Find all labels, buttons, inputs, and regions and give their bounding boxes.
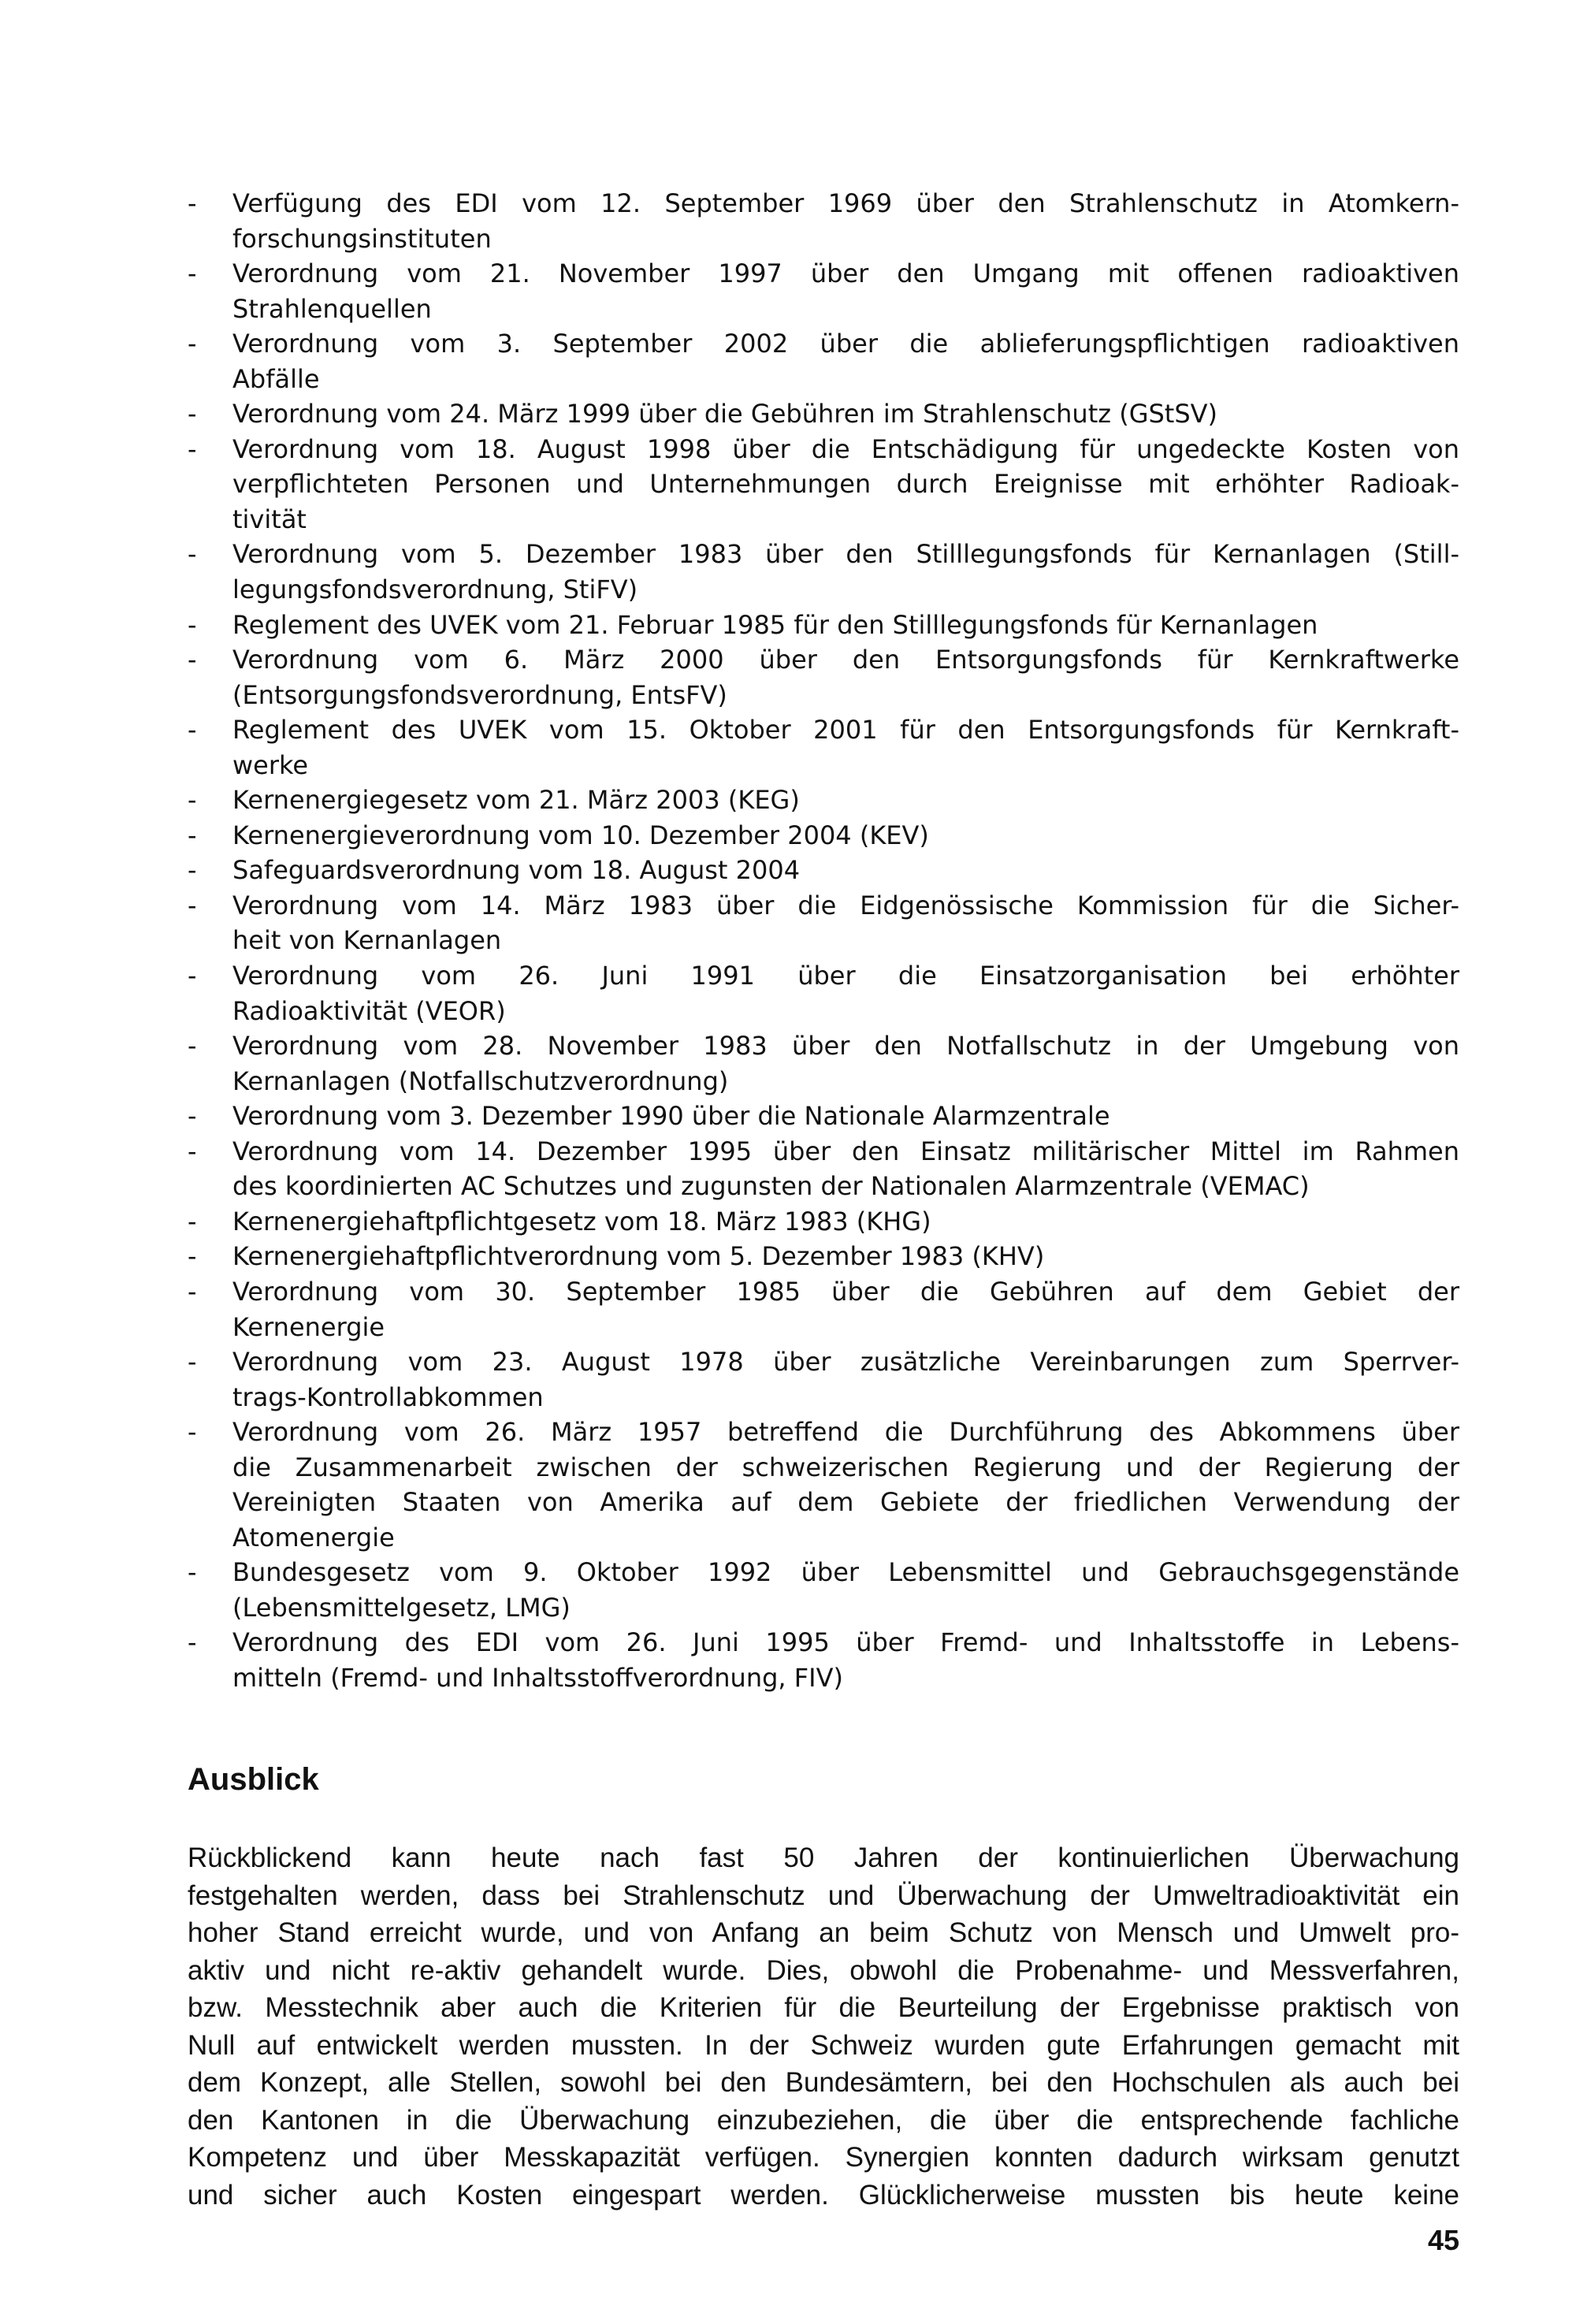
list-item-line: Bundesgesetz vom 9. Oktober 1992 über Lebensmittel und Gebrauchsgegenstände: [232, 1557, 1459, 1588]
bullet-dash: -: [188, 1417, 197, 1448]
list-item-line: Verfügung des EDI vom 12. September 1969 über den Strahlenschutz in Atomkern-: [232, 188, 1459, 218]
bullet-dash: -: [188, 258, 197, 289]
list-item-line: Verordnung vom 21. November 1997 über den Umgang mit offenen radioaktiven: [232, 258, 1459, 289]
list-item-line: Verordnung des EDI vom 26. Juni 1995 über Fremd- und Inhaltsstoffe in Lebens-: [232, 1627, 1459, 1658]
list-item-line: Verordnung vom 24. März 1999 über die Gebühren im Strahlenschutz (GStSV): [232, 399, 1218, 429]
list-item-line: Verordnung vom 3. Dezember 1990 über die Nationale Alarmzentrale: [232, 1101, 1110, 1132]
list-item: [188, 1028, 1459, 1099]
list-item-line: mitteln (Fremd- und Inhaltsstoffverordnung, FIV): [232, 1662, 843, 1693]
list-item-line: Verordnung vom 28. November 1983 über den Notfallschutz in der Umgebung von: [232, 1031, 1459, 1062]
list-item: [188, 396, 1459, 432]
list-item-line: Verordnung vom 3. September 2002 über die ablieferungspflichtigen radioaktiven: [232, 329, 1459, 359]
list-item-line: Kernenergiegesetz vom 21. März 2003 (KEG): [232, 785, 800, 816]
list-item-line: legungsfondsverordnung, StiFV): [232, 574, 638, 605]
list-item-line: Radioaktivität (VEOR): [232, 995, 506, 1026]
list-item-line: Verordnung vom 18. August 1998 über die Entschädigung für ungedeckte Kosten von: [232, 433, 1459, 464]
bullet-dash: -: [188, 820, 197, 850]
list-item: [188, 1274, 1459, 1344]
list-item: [188, 186, 1459, 256]
list-item-line: Abfälle: [232, 363, 320, 394]
bullet-dash: -: [188, 715, 197, 746]
paragraph-line: aktiv und nicht re-aktiv gehandelt wurde. Dies, obwohl die Probenahme- und Messverfahren,: [188, 1954, 1459, 1986]
paragraph-line: den Kantonen in die Überwachung einzubeziehen, die über die entsprechende fachliche: [188, 2104, 1459, 2136]
paragraph-line: und sicher auch Kosten eingespart werden. Glücklicherweise mussten bis heute keine: [188, 2179, 1459, 2211]
list-item: [188, 1239, 1459, 1274]
list-item: [188, 888, 1459, 958]
paragraph-line: bzw. Messtechnik aber auch die Kriterien für die Beurteilung der Ergebnisse praktisch von: [188, 1992, 1459, 2023]
list-item: [188, 1204, 1459, 1240]
page-number: 45: [1428, 2224, 1460, 2256]
bullet-dash: -: [188, 961, 197, 991]
bullet-dash: -: [188, 1557, 197, 1588]
list-item: [188, 256, 1459, 326]
list-item: [188, 783, 1459, 818]
list-item-line: die Zusammenarbeit zwischen der schweizerischen Regierung und der Regierung der: [232, 1452, 1459, 1482]
bullet-dash: -: [188, 433, 197, 464]
list-item-line: Verordnung vom 5. Dezember 1983 über den Stilllegungsfonds für Kernanlagen (Still-: [232, 539, 1459, 570]
list-item-line: Vereinigten Staaten von Amerika auf dem Gebiete der friedlichen Verwendung der: [232, 1487, 1459, 1518]
list-item: [188, 537, 1459, 607]
bullet-dash: -: [188, 1241, 197, 1272]
list-item-line: Kernenergiehaftpflichtgesetz vom 18. März 1983 (KHG): [232, 1206, 931, 1236]
bullet-dash: -: [188, 1101, 197, 1132]
list-item: [188, 712, 1459, 783]
list-item-line: verpflichteten Personen und Unternehmungen durch Ereignisse mit erhöhter Radioak-: [232, 469, 1459, 500]
list-item-line: Verordnung vom 26. Juni 1991 über die Einsatzorganisation bei erhöhter: [232, 961, 1459, 991]
paragraph-line: Rückblickend kann heute nach fast 50 Jahren der kontinuierlichen Überwachung: [188, 1842, 1459, 1873]
outlook-paragraph: [188, 1839, 1459, 2214]
paragraph-line: hoher Stand erreicht wurde, und von Anfang an beim Schutz von Mensch und Umwelt pro-: [188, 1917, 1459, 1948]
bullet-dash: -: [188, 785, 197, 816]
list-item-line: Kernenergiehaftpflichtverordnung vom 5. Dezember 1983 (KHV): [232, 1241, 1045, 1272]
list-item: [188, 642, 1459, 712]
bullet-dash: -: [188, 1627, 197, 1658]
list-item: [188, 432, 1459, 537]
bullet-dash: -: [188, 1347, 197, 1378]
bullet-dash: -: [188, 1031, 197, 1062]
legislation-list: [188, 186, 1459, 1696]
list-item-line: Verordnung vom 26. März 1957 betreffend die Durchführung des Abkommens über: [232, 1417, 1459, 1448]
list-item-line: Verordnung vom 14. Dezember 1995 über den Einsatz militärischer Mittel im Rahmen: [232, 1136, 1459, 1166]
paragraph-line: Kompetenz und über Messkapazität verfügen. Synergien konnten dadurch wirksam genutzt: [188, 2142, 1459, 2173]
list-item: [188, 1344, 1459, 1415]
bullet-dash: -: [188, 399, 197, 429]
list-item: [188, 1415, 1459, 1555]
list-item: [188, 818, 1459, 853]
list-item-line: Verordnung vom 23. August 1978 über zusätzliche Vereinbarungen zum Sperrver-: [232, 1347, 1459, 1378]
list-item-line: Reglement des UVEK vom 15. Oktober 2001 für den Entsorgungsfonds für Kernkraft-: [232, 715, 1459, 746]
list-item: [188, 1099, 1459, 1134]
bullet-dash: -: [188, 1136, 197, 1166]
list-item-line: (Lebensmittelgesetz, LMG): [232, 1592, 571, 1623]
bullet-dash: -: [188, 855, 197, 886]
list-item-line: Safeguardsverordnung vom 18. August 2004: [232, 855, 801, 886]
list-item: [188, 326, 1459, 396]
bullet-dash: -: [188, 329, 197, 359]
bullet-dash: -: [188, 1276, 197, 1307]
paragraph-line: dem Konzept, alle Stellen, sowohl bei den Bundesämtern, bei den Hochschulen als auch bei: [188, 2067, 1459, 2098]
list-item-line: trags-Kontrollabkommen: [232, 1381, 544, 1412]
bullet-dash: -: [188, 609, 197, 640]
list-item-line: Atomenergie: [232, 1522, 395, 1552]
list-item-line: Strahlenquellen: [232, 293, 432, 324]
list-item: [188, 958, 1459, 1028]
list-item-line: tivität: [232, 504, 307, 534]
bullet-dash: -: [188, 539, 197, 570]
bullet-dash: -: [188, 188, 197, 218]
list-item-line: heit von Kernanlagen: [232, 925, 502, 956]
paragraph-line: festgehalten werden, dass bei Strahlenschutz und Überwachung der Umweltradioaktivität ein: [188, 1880, 1459, 1911]
list-item: [188, 1625, 1459, 1695]
list-item: [188, 608, 1459, 643]
list-item-line: (Entsorgungsfondsverordnung, EntsFV): [232, 679, 727, 710]
list-item-line: Kernenergie: [232, 1311, 385, 1342]
list-item: [188, 1555, 1459, 1625]
bullet-dash: -: [188, 645, 197, 675]
list-item: [188, 853, 1459, 888]
list-item: [188, 1134, 1459, 1204]
list-item-line: forschungsinstituten: [232, 223, 492, 254]
list-item-line: Verordnung vom 30. September 1985 über die Gebühren auf dem Gebiet der: [232, 1276, 1459, 1307]
list-item-line: Kernanlagen (Notfallschutzverordnung): [232, 1065, 729, 1096]
list-item-line: Reglement des UVEK vom 21. Februar 1985 für den Stilllegungsfonds für Kernanlagen: [232, 609, 1318, 640]
list-item-line: werke: [232, 749, 309, 780]
bullet-dash: -: [188, 890, 197, 920]
bullet-dash: -: [188, 1206, 197, 1236]
list-item-line: Kernenergieverordnung vom 10. Dezember 2004 (KEV): [232, 820, 929, 850]
list-item-line: Verordnung vom 14. März 1983 über die Eidgenössische Kommission für die Sicher-: [232, 890, 1459, 920]
paragraph-line: Null auf entwickelt werden mussten. In der Schweiz wurden gute Erfahrungen gemacht mit: [188, 2029, 1459, 2061]
list-item-line: des koordinierten AC Schutzes und zugunsten der Nationalen Alarmzentrale (VEMAC): [232, 1171, 1310, 1202]
section-heading: Ausblick: [188, 1762, 319, 1797]
list-item-line: Verordnung vom 6. März 2000 über den Entsorgungsfonds für Kernkraftwerke: [232, 645, 1459, 675]
